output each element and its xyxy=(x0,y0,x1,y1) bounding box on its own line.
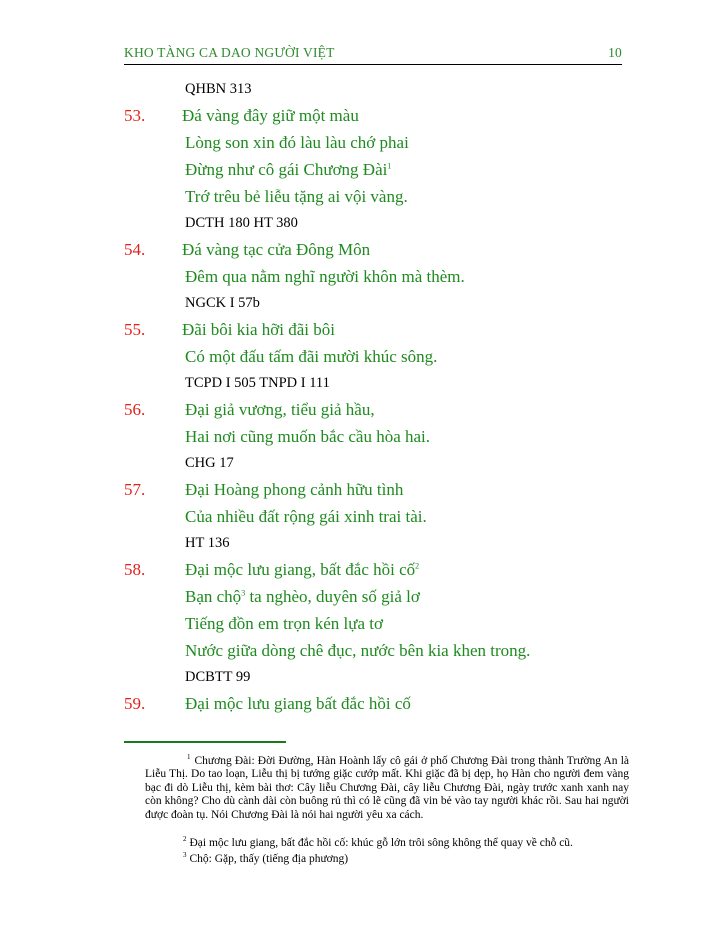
verse-line: Hai nơi cũng muốn bắc cầu hòa hai. xyxy=(185,427,431,446)
verse-line: Đá vàng đây giữ một màu xyxy=(182,106,359,125)
footnote xyxy=(145,853,629,866)
verse-line: Đại Hoàng phong cảnh hữu tình xyxy=(185,480,404,499)
verse-line: Trớ trêu bẻ liễu tặng ai vội vàng. xyxy=(185,187,408,206)
verse-line xyxy=(185,160,391,180)
verse-line: Đêm qua nằm nghĩ người khôn mà thèm. xyxy=(185,267,465,286)
verse-text: Đừng như cô gái Chương Đài xyxy=(185,160,388,179)
verse-text: Bạn chộ xyxy=(185,587,242,606)
footnote xyxy=(145,837,629,850)
verse-line: Tiếng đồn em trọn kén lựa tơ xyxy=(185,614,383,633)
verse-line: Đãi bôi kia hỡi đãi bôi xyxy=(182,320,335,339)
source-ref: HT 136 xyxy=(185,535,230,551)
source-ref: QHBN 313 xyxy=(185,81,252,97)
verse-line: Nước giữa dòng chê đục, nước bên kia khen trong. xyxy=(185,641,531,660)
verse-line: Đại mộc lưu giang bất đắc hồi cố xyxy=(185,694,411,713)
footnote-ref: 2 xyxy=(415,561,420,571)
source-ref: CHG 17 xyxy=(185,455,234,471)
page-number: 10 xyxy=(608,45,622,60)
verse-line: Có một đấu tấm đãi mười khúc sông. xyxy=(185,347,438,366)
verse-number: 55. xyxy=(124,320,146,339)
verse-number: 59. xyxy=(124,694,146,713)
verse-number: 56. xyxy=(124,400,146,419)
source-ref: DCBTT 99 xyxy=(185,669,251,685)
verse-number: 58. xyxy=(124,560,146,579)
verse-line: Lòng son xin đó làu làu chớ phai xyxy=(185,133,409,152)
verse-text: ta nghèo, duyên số giả lơ xyxy=(245,587,420,606)
footnote xyxy=(145,755,629,822)
footnote-text: Đại mộc lưu giang, bất đắc hồi cố: khúc gỗ lớn trôi sông không thể quay về chỗ cũ. xyxy=(189,837,573,849)
verse-line: Của nhiều đất rộng gái xinh trai tài. xyxy=(185,507,427,526)
source-ref: DCTH 180 HT 380 xyxy=(185,215,298,231)
verse-number: 53. xyxy=(124,106,146,125)
verse-line: Đá vàng tạc cửa Đông Môn xyxy=(182,240,371,259)
footnote-ref: 3 xyxy=(241,588,246,598)
source-ref: NGCK I 57b xyxy=(185,295,260,311)
source-ref: TCPD I 505 TNPD I 111 xyxy=(185,375,330,391)
footnote-ref: 1 xyxy=(387,161,392,171)
footnote-text: Chương Đài: Đời Đường, Hàn Hoành lấy cô gái ở phố Chương Đài trong thành Trường An là Liễu Thị. Do tao loạn, Liễu thị bị tướng giặc cướp mất. Khi giặc đã bị dẹp, họ Hàn cho người đem vàng bạc đi dò Liễu thị, kèm bài thơ: Cây liễu Chương Đài, cây liễu Chương Đài, ngày trước xanh xanh nay còn không? Cho dù cành dài còn buông rủ thì có lẽ cũng đã vin bẻ vào tay người khác rồi. Sau hai người được đoàn tụ. Nói Chương Đài là nói hai người yêu xa cách. xyxy=(145,755,629,821)
footnote-text: Chộ: Gặp, thấy (tiếng địa phương) xyxy=(189,853,349,865)
footnote-mark: 3 xyxy=(183,851,187,860)
footnote-mark: 2 xyxy=(183,835,187,844)
book-title: KHO TÀNG CA DAO NGƯỜI VIỆT xyxy=(124,45,335,60)
page-header xyxy=(124,44,622,65)
verse-number: 57. xyxy=(124,480,146,499)
verse-line xyxy=(185,560,419,580)
verse-number: 54. xyxy=(124,240,146,259)
verse-text: Đại mộc lưu giang, bất đắc hồi cố xyxy=(185,560,416,579)
verse-line: Đại giả vương, tiểu giả hầu, xyxy=(185,400,375,419)
verse-line xyxy=(185,587,420,607)
footnote-mark: 1 xyxy=(187,753,191,762)
footnote-divider xyxy=(124,741,286,743)
